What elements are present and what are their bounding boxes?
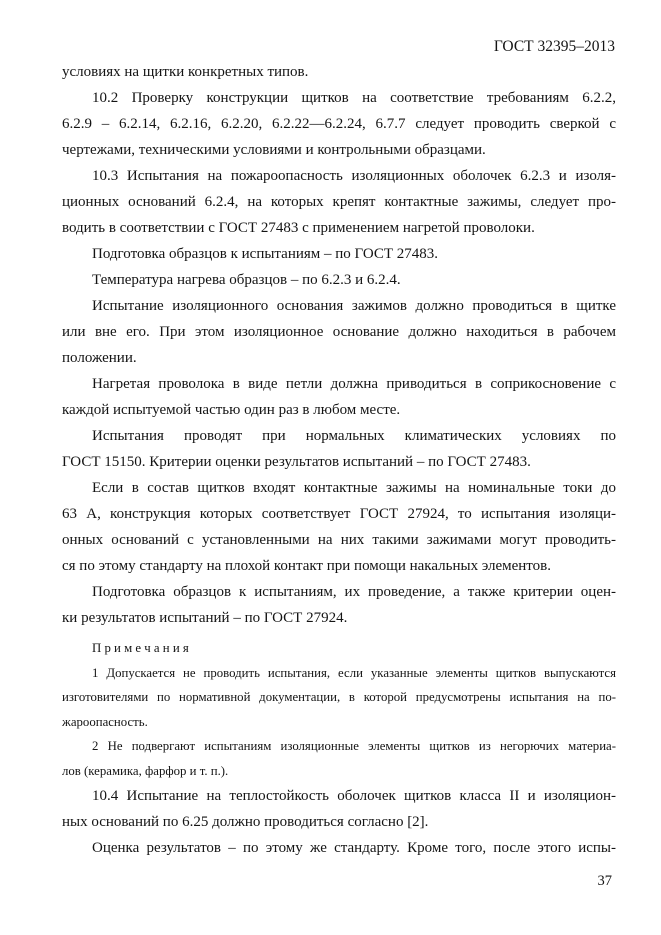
text-line: положении. <box>62 350 137 366</box>
paragraph <box>62 475 616 579</box>
text-line: 1 Допускается не проводить испытания, если указанные элементы щитков выпускаются <box>92 665 616 680</box>
document-body <box>62 59 616 861</box>
paragraph <box>62 241 616 267</box>
paragraph <box>62 293 616 371</box>
text-line: ных оснований по 6.25 должно проводиться согласно [2]. <box>62 814 429 830</box>
text-line: каждой испытуемой частью один раз в любом месте. <box>62 402 401 418</box>
paragraph <box>62 661 616 735</box>
text-line: или вне его. При этом изоляционное основание должно находиться в рабочем <box>62 324 616 340</box>
text-line: Оценка результатов – по этому же стандарту. Кроме того, после этого испы- <box>92 840 616 856</box>
text-line: онных оснований с установленными на них такими зажимами могут проводить- <box>62 532 616 548</box>
text-line: Подготовка образцов к испытаниям, их проведение, а также критерии оцен- <box>92 584 616 600</box>
paragraph <box>62 85 616 163</box>
paragraph <box>62 579 616 631</box>
paragraph <box>62 835 616 861</box>
text-line: 10.2 Проверку конструкции щитков на соответствие требованиям 6.2.2, <box>92 90 616 106</box>
document-header: ГОСТ 32395–2013 <box>493 38 615 55</box>
text-line: жароопасность. <box>62 714 148 729</box>
text-line: Подготовка образцов к испытаниям – по ГОСТ 27483. <box>92 246 439 262</box>
page-number: 37 <box>597 873 612 889</box>
paragraph <box>62 423 616 475</box>
text-line: водить в соответствии с ГОСТ 27483 с применением нагретой проволоки. <box>62 220 535 236</box>
paragraph <box>62 734 616 783</box>
paragraph <box>62 267 616 293</box>
text-line: Если в состав щитков входят контактные зажимы на номинальные токи до <box>92 480 616 496</box>
text-line: 6.2.9 – 6.2.14, 6.2.16, 6.2.20, 6.2.22—6.2.24, 6.7.7 следует проводить сверкой с <box>62 116 616 132</box>
text-line: ся по этому стандарту на плохой контакт при помощи накальных элементов. <box>62 558 552 574</box>
text-line: 63 А, конструкция которых соответствует ГОСТ 27924, то испытания изоляци- <box>62 506 616 522</box>
text-line: ционных оснований 6.2.4, на которых крепят контактные зажимы, следует про- <box>62 194 616 210</box>
paragraph <box>62 636 616 661</box>
text-line: условиях на щитки конкретных типов. <box>62 64 309 80</box>
text-line: 10.3 Испытания на пожароопасность изоляционных оболочек 6.2.3 и изоля- <box>92 168 616 184</box>
paragraph <box>62 783 616 835</box>
text-line: ки результатов испытаний – по ГОСТ 27924. <box>62 610 348 626</box>
text-line: ГОСТ 15150. Критерии оценки результатов испытаний – по ГОСТ 27483. <box>62 454 531 470</box>
paragraph <box>62 163 616 241</box>
text-line: 10.4 Испытание на теплостойкость оболочек щитков класса II и изоляцион- <box>92 788 616 804</box>
paragraph <box>62 371 616 423</box>
text-line: Нагретая проволока в виде петли должна приводиться в соприкосновение с <box>92 376 616 392</box>
text-line: лов (керамика, фарфор и т. п.). <box>62 763 229 778</box>
text-line: 2 Не подвергают испытаниям изоляционные элементы щитков из негорючих материа- <box>92 739 616 753</box>
paragraph <box>62 59 616 85</box>
text-line: Температура нагрева образцов – по 6.2.3 и 6.2.4. <box>92 272 401 288</box>
text-line: изготовителями по нормативной документации, в которой предусмотрены испытания на по- <box>62 690 616 704</box>
text-line: чертежами, техническими условиями и контрольными образцами. <box>62 142 486 158</box>
text-line: Испытания проводят при нормальных климатических условиях по <box>92 428 616 444</box>
text-line: П р и м е ч а н и я <box>92 641 189 655</box>
text-line: Испытание изоляционного основания зажимов должно проводиться в щитке <box>92 298 616 314</box>
